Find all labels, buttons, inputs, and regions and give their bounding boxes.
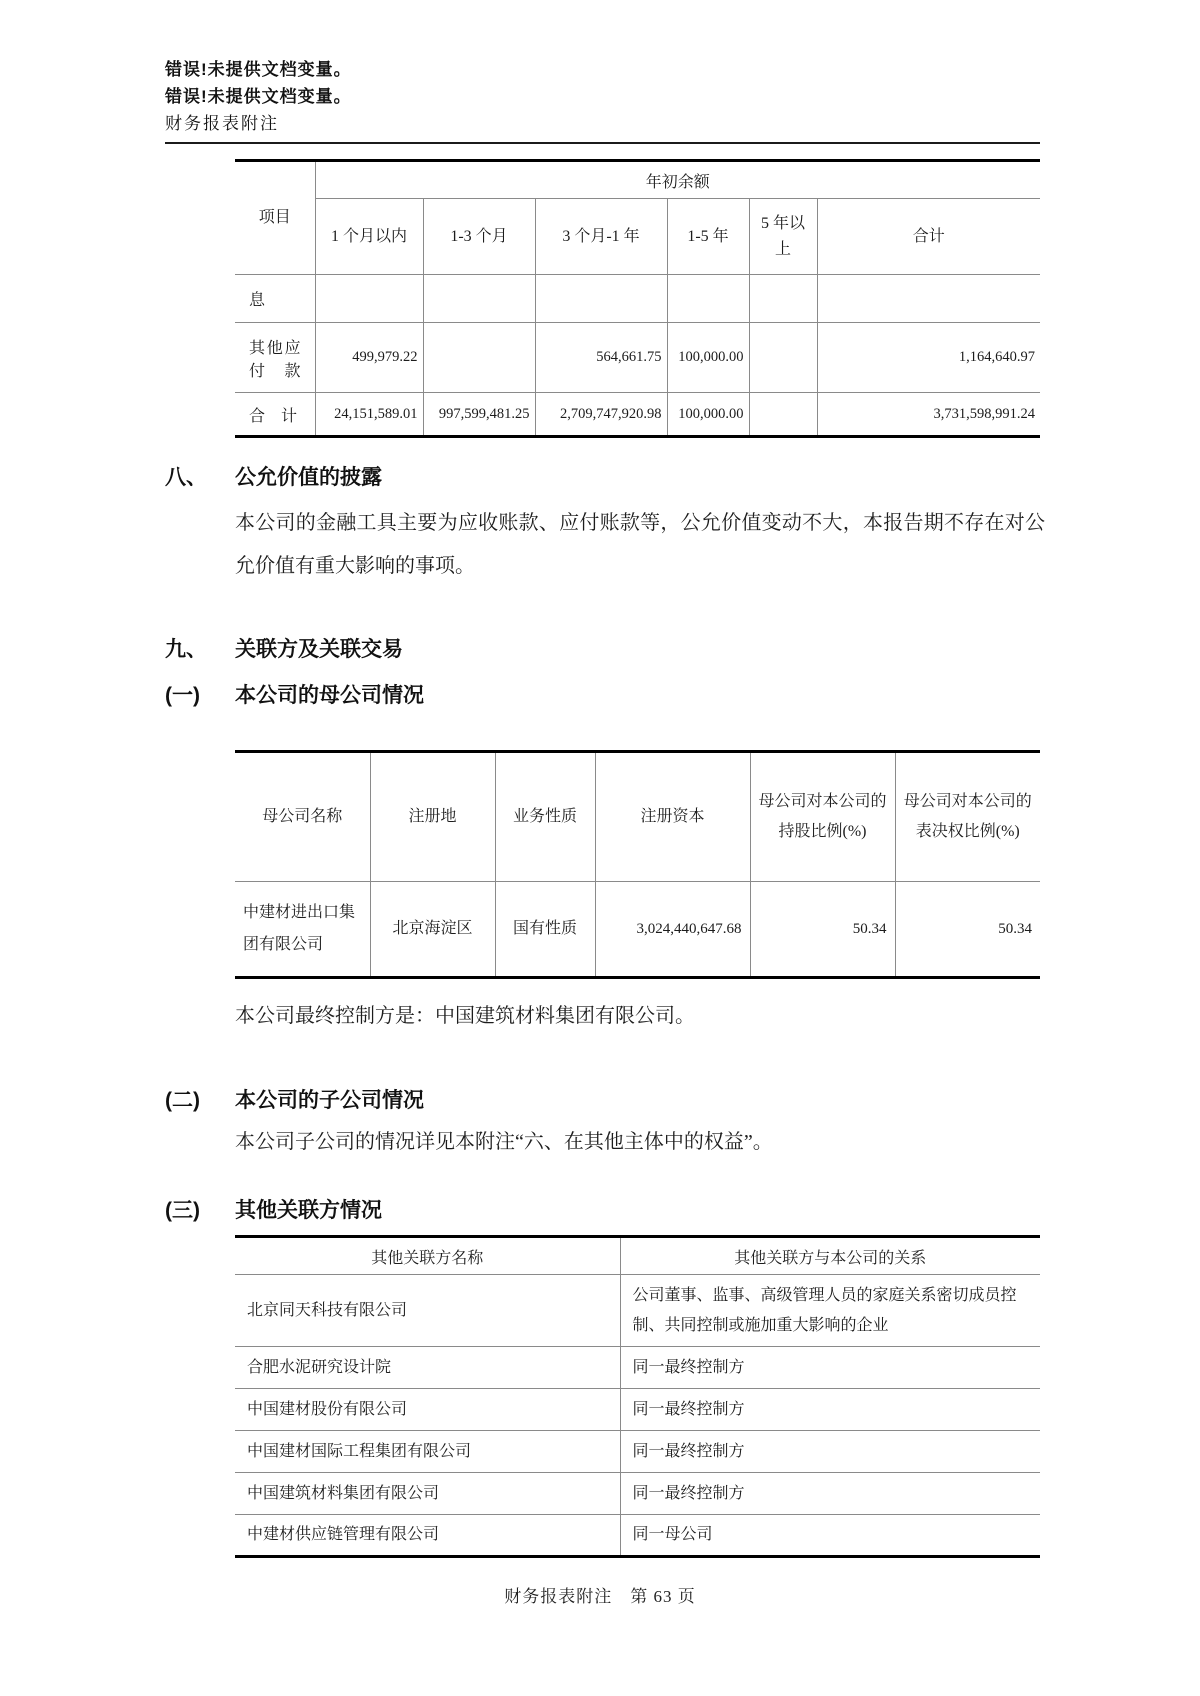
subsection-heading-subsidiaries bbox=[165, 1087, 1040, 1115]
table-cell bbox=[423, 323, 535, 393]
table-cell: 3,731,598,991.24 bbox=[817, 393, 1040, 437]
table-row bbox=[235, 275, 1040, 323]
table-row bbox=[235, 199, 1040, 275]
table-row bbox=[235, 1389, 1040, 1431]
page-footer: 财务报表附注 第 63 页 bbox=[504, 1587, 696, 1606]
table-row bbox=[235, 393, 1040, 437]
table-cell: 1,164,640.97 bbox=[817, 323, 1040, 393]
header-doc-title: 财务报表附注 bbox=[165, 114, 279, 133]
subsection-heading-parent-company bbox=[165, 682, 1040, 710]
column-header: 其他关联方与本公司的关系 bbox=[620, 1237, 1040, 1275]
ultimate-controller-note: 本公司最终控制方是：中国建筑材料集团有限公司。 bbox=[235, 1005, 695, 1027]
column-header: 合计 bbox=[817, 199, 1040, 275]
section-number: (一) bbox=[165, 684, 200, 707]
header-rule bbox=[165, 142, 1040, 144]
table-cell: 564,661.75 bbox=[535, 323, 667, 393]
table-cell-group-header: 年初余额 bbox=[315, 161, 1040, 199]
subsidiaries-note: 本公司子公司的情况详见本附注“六、在其他主体中的权益”。 bbox=[235, 1131, 773, 1153]
table-cell-item-header: 项目 bbox=[235, 161, 315, 275]
row-label: 合 计 bbox=[235, 393, 315, 437]
section-title: 关联方及关联交易 bbox=[235, 638, 403, 661]
section-number: 八、 bbox=[165, 466, 207, 489]
table-cell: 100,000.00 bbox=[667, 393, 749, 437]
section-title: 本公司的子公司情况 bbox=[235, 1089, 424, 1112]
section-heading-related-parties bbox=[165, 636, 1040, 664]
table-cell: 100,000.00 bbox=[667, 323, 749, 393]
section-number: (三) bbox=[165, 1199, 200, 1222]
header-error-line-2: 错误!未提供文档变量。 bbox=[165, 87, 352, 106]
related-party-name: 合肥水泥研究设计院 bbox=[235, 1347, 620, 1389]
column-header: 注册地 bbox=[370, 752, 495, 882]
table-row bbox=[235, 882, 1040, 978]
table-cell bbox=[749, 275, 817, 323]
section-title: 公允价值的披露 bbox=[235, 466, 382, 489]
table-cell bbox=[817, 275, 1040, 323]
document-header bbox=[165, 56, 1040, 144]
section-title: 本公司的母公司情况 bbox=[235, 684, 424, 707]
related-party-name: 中建材供应链管理有限公司 bbox=[235, 1515, 620, 1557]
column-header: 母公司名称 bbox=[235, 752, 370, 882]
related-party-relation: 同一最终控制方 bbox=[620, 1347, 1040, 1389]
table-cell: 2,709,747,920.98 bbox=[535, 393, 667, 437]
section-title: 其他关联方情况 bbox=[235, 1199, 382, 1222]
column-header: 5 年以上 bbox=[749, 199, 817, 275]
table-cell: 50.34 bbox=[895, 882, 1040, 978]
table-row bbox=[235, 1515, 1040, 1557]
table-cell bbox=[535, 275, 667, 323]
subsection-heading-other-related bbox=[165, 1197, 1040, 1225]
table-cell bbox=[749, 393, 817, 437]
table-cell bbox=[315, 275, 423, 323]
table-row bbox=[235, 323, 1040, 393]
table-row bbox=[235, 1275, 1040, 1347]
column-header: 业务性质 bbox=[495, 752, 595, 882]
related-party-name: 中国建材国际工程集团有限公司 bbox=[235, 1431, 620, 1473]
table-cell bbox=[667, 275, 749, 323]
aging-balance-table bbox=[235, 159, 1040, 438]
table-cell bbox=[423, 275, 535, 323]
table-cell-parent-name: 中建材进出口集团有限公司 bbox=[235, 882, 370, 978]
row-label: 其他应付款 bbox=[235, 323, 315, 393]
related-party-relation: 同一母公司 bbox=[620, 1515, 1040, 1557]
table-cell: 50.34 bbox=[750, 882, 895, 978]
table-cell: 24,151,589.01 bbox=[315, 393, 423, 437]
column-header: 3 个月-1 年 bbox=[535, 199, 667, 275]
table-cell bbox=[749, 323, 817, 393]
row-label: 息 bbox=[235, 275, 315, 323]
table-cell: 3,024,440,647.68 bbox=[595, 882, 750, 978]
table-cell: 北京海淀区 bbox=[370, 882, 495, 978]
section-paragraph: 本公司的金融工具主要为应收账款、应付账款等，公允价值变动不大，本报告期不存在对公允价值有重大影响的事项。 bbox=[235, 512, 1045, 577]
parent-company-table bbox=[235, 750, 1040, 979]
table-row bbox=[235, 1347, 1040, 1389]
column-header: 注册资本 bbox=[595, 752, 750, 882]
section-number: 九、 bbox=[165, 638, 207, 661]
column-header: 母公司对本公司的表决权比例(%) bbox=[895, 752, 1040, 882]
table-cell: 国有性质 bbox=[495, 882, 595, 978]
table-row bbox=[235, 1473, 1040, 1515]
related-party-relation: 公司董事、监事、高级管理人员的家庭关系密切成员控制、共同控制或施加重大影响的企业 bbox=[620, 1275, 1040, 1347]
column-header: 其他关联方名称 bbox=[235, 1237, 620, 1275]
related-party-relation: 同一最终控制方 bbox=[620, 1473, 1040, 1515]
column-header: 1-5 年 bbox=[667, 199, 749, 275]
column-header: 1-3 个月 bbox=[423, 199, 535, 275]
column-header: 1 个月以内 bbox=[315, 199, 423, 275]
column-header: 母公司对本公司的持股比例(%) bbox=[750, 752, 895, 882]
table-row bbox=[235, 161, 1040, 199]
header-error-line-1: 错误!未提供文档变量。 bbox=[165, 60, 352, 79]
related-party-name: 中国建材股份有限公司 bbox=[235, 1389, 620, 1431]
table-cell: 997,599,481.25 bbox=[423, 393, 535, 437]
related-party-name: 北京同天科技有限公司 bbox=[235, 1275, 620, 1347]
table-row bbox=[235, 1237, 1040, 1275]
section-number: (二) bbox=[165, 1089, 200, 1112]
related-party-name: 中国建筑材料集团有限公司 bbox=[235, 1473, 620, 1515]
section-heading-fair-value bbox=[165, 464, 1040, 492]
table-row bbox=[235, 752, 1040, 882]
table-row bbox=[235, 1431, 1040, 1473]
related-party-relation: 同一最终控制方 bbox=[620, 1389, 1040, 1431]
other-related-parties-table bbox=[235, 1235, 1040, 1558]
table-cell: 499,979.22 bbox=[315, 323, 423, 393]
related-party-relation: 同一最终控制方 bbox=[620, 1431, 1040, 1473]
